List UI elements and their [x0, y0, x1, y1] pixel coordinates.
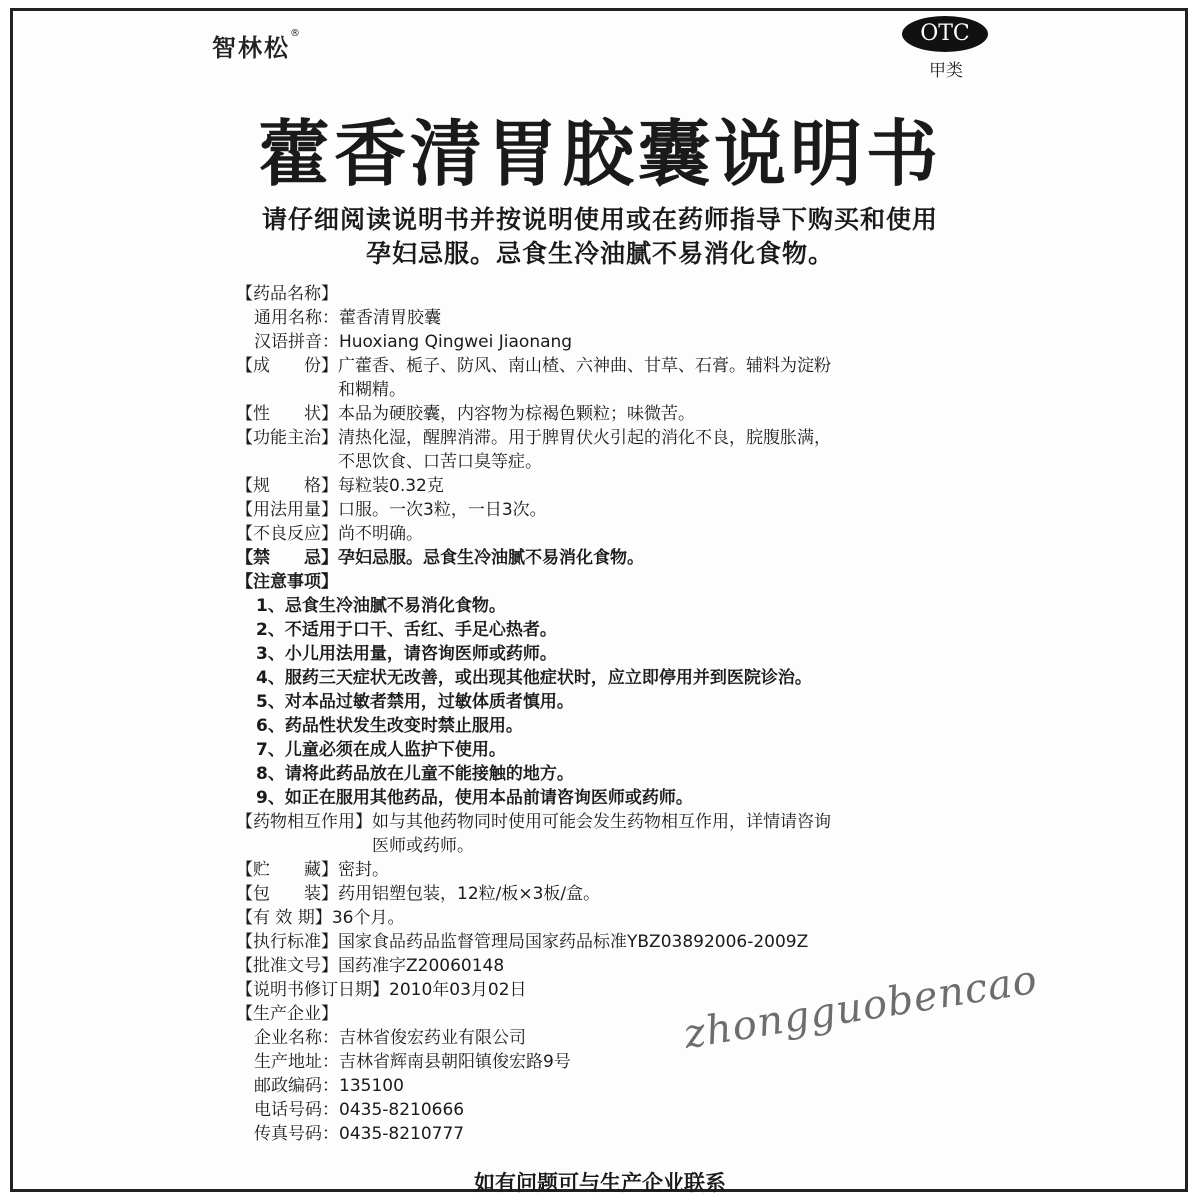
spec-row: 【规 格】 每粒装0.32克 — [236, 476, 444, 496]
interaction-row: 【药物相互作用】 如与其他药物同时使用可能会发生药物相互作用，详情请咨询 医师或药师。 — [236, 812, 831, 856]
precaution-item: 2、不适用于口干、舌红、手足心热者。 — [256, 620, 557, 640]
approval-row: 【批准文号】 国药准字Z20060148 — [236, 956, 505, 976]
warning-line-1: 请仔细阅读说明书并按说明使用或在药师指导下购买和使用 — [261, 205, 938, 234]
revision-date-row: 【说明书修订日期】 2010年03月02日 — [236, 980, 527, 1000]
precaution-item: 6、药品性状发生改变时禁止服用。 — [256, 716, 523, 736]
precaution-item: 3、小儿用法用量，请咨询医师或药师。 — [256, 644, 557, 664]
company-row: 企业名称： 吉林省俊宏药业有限公司 — [254, 1028, 526, 1048]
dosage-row: 【用法用量】 口服。一次3粒，一日3次。 — [236, 500, 547, 520]
pinyin-row: 汉语拼音： Huoxiang Qingwei Jiaonang — [254, 332, 573, 352]
phone-row: 电话号码： 0435-8210666 — [254, 1100, 465, 1120]
footer-contact-note: 如有问题可与生产企业联系 — [474, 1171, 726, 1195]
precaution-item: 7、儿童必须在成人监护下使用。 — [256, 740, 506, 760]
address-row: 生产地址： 吉林省辉南县朝阳镇俊宏路9号 — [254, 1052, 571, 1072]
standard-row: 【执行标准】 国家食品药品监督管理局国家药品标准YBZ03892006-2009Z — [236, 932, 809, 952]
indications-row: 【功能主治】 清热化湿，醒脾消滞。用于脾胃伏火引起的消化不良，脘腹胀满， 不思饮食、口苦口臭等症。 — [236, 428, 831, 472]
registered-mark: ® — [290, 28, 302, 39]
document-title: 藿香清胃胶囊说明书 — [257, 112, 942, 196]
precautions-header: 【注意事项】 — [236, 572, 338, 592]
postcode-row: 邮政编码： 135100 — [254, 1076, 404, 1096]
manufacturer-header: 【生产企业】 — [236, 1004, 338, 1024]
fax-row: 传真号码： 0435-8210777 — [254, 1124, 465, 1144]
storage-row: 【贮 藏】 密封。 — [236, 860, 389, 880]
validity-row: 【有 效 期】 36个月。 — [236, 908, 405, 928]
otc-marker — [902, 16, 990, 81]
otc-badge: OTC — [902, 16, 988, 52]
otc-class-label: 甲类 — [929, 61, 963, 81]
appearance-row: 【性 状】 本品为硬胶囊，内容物为棕褐色颗粒；味微苦。 — [236, 404, 695, 424]
contraindications-row: 【禁 忌】 孕妇忌服。忌食生冷油腻不易消化食物。 — [236, 548, 644, 568]
watermark: zhongguobencao — [680, 956, 1041, 1058]
precaution-item: 4、服药三天症状无改善，或出现其他症状时，应立即停用并到医院诊治。 — [256, 668, 812, 688]
precaution-item: 9、如正在服用其他药品，使用本品前请咨询医师或药师。 — [256, 788, 693, 808]
brand-logo — [212, 28, 302, 63]
adverse-reactions-row: 【不良反应】 尚不明确。 — [236, 524, 423, 544]
package-row: 【包 装】 药用铝塑包装，12粒/板×3板/盒。 — [236, 884, 601, 904]
generic-name-row: 通用名称： 藿香清胃胶囊 — [254, 308, 441, 328]
precaution-item: 5、对本品过敏者禁用，过敏体质者慎用。 — [256, 692, 574, 712]
ingredients-row: 【成 份】 广藿香、栀子、防风、南山楂、六神曲、甘草、石膏。辅料为淀粉 和糊精。 — [236, 356, 831, 400]
drug-name-header: 【药品名称】 — [236, 284, 338, 304]
brand-name: 智林松 — [212, 34, 290, 62]
precaution-item: 8、请将此药品放在儿童不能接触的地方。 — [256, 764, 574, 784]
warning-line-2: 孕妇忌服。忌食生冷油腻不易消化食物。 — [365, 239, 834, 268]
precaution-item: 1、忌食生冷油腻不易消化食物。 — [256, 596, 506, 616]
